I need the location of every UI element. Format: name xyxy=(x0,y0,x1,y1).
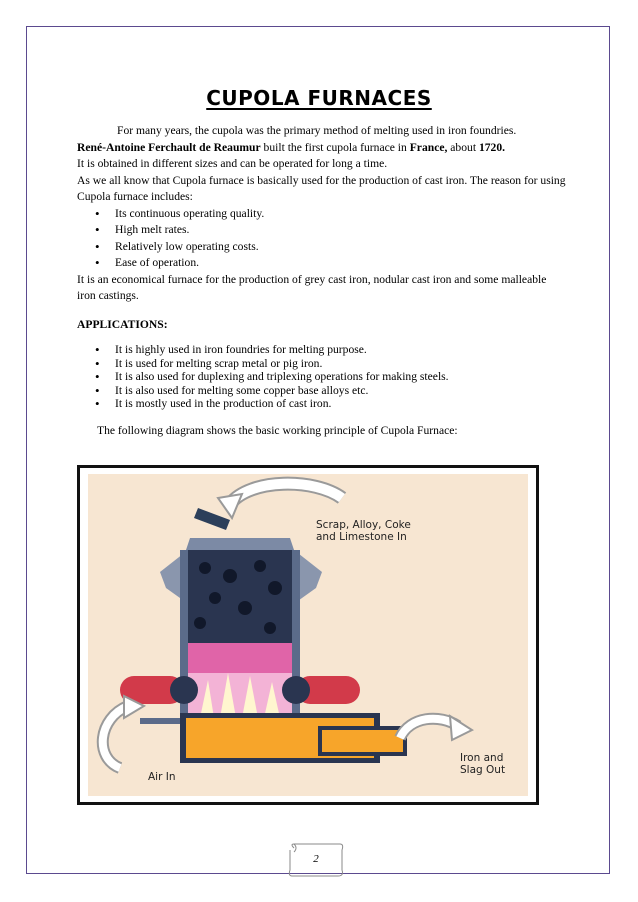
label-charge-1: Scrap, Alloy, Coke xyxy=(316,519,411,531)
support-left xyxy=(140,718,180,724)
inventor-name: René-Antoine Ferchault de Reaumur xyxy=(77,140,261,154)
cupola-diagram xyxy=(77,465,539,805)
shaft-wall-right xyxy=(292,550,300,740)
page-number: 2 xyxy=(313,853,319,865)
label-out-1: Iron and xyxy=(460,752,504,764)
page-title: CUPOLA FURNACES xyxy=(206,86,432,110)
sizes-paragraph: It is obtained in different sizes and can be operated for long a time. xyxy=(77,157,388,170)
list-item: • It is highly used in iron foundries for melting purpose. xyxy=(115,343,567,357)
list-item: • Relatively low operating costs. xyxy=(115,239,567,256)
hopper-top xyxy=(186,538,294,550)
page-footer xyxy=(286,842,346,878)
intro-paragraph: For many years, the cupola was the primary method of melting used in iron foundries. xyxy=(117,124,517,137)
list-item: • It is mostly used in the production of cast iron. xyxy=(115,397,567,411)
list-item: • Its continuous operating quality. xyxy=(115,206,567,223)
document-body xyxy=(77,123,567,439)
reasons-list xyxy=(77,206,567,272)
list-item: • It is also used for duplexing and triplexing operations for making steels. xyxy=(115,370,567,384)
tuyere-left xyxy=(170,676,198,704)
list-item: • It is also used for melting some copper base alloys etc. xyxy=(115,384,567,398)
list-item: • It is used for melting scrap metal or pig iron. xyxy=(115,357,567,371)
melting-zone xyxy=(188,643,292,673)
shaft-wall-left xyxy=(180,550,188,740)
usage-paragraph: As we all know that Cupola furnace is basically used for the production of cast iron. The reason for using Cupola furnace includes: xyxy=(77,173,566,203)
country-name: France, xyxy=(409,140,448,154)
history-about: about xyxy=(447,140,479,154)
cupola-diagram-svg xyxy=(80,468,536,802)
history-year: 1720. xyxy=(478,140,506,154)
diagram-intro: The following diagram shows the basic working principle of Cupola Furnace: xyxy=(97,423,458,437)
tuyere-right xyxy=(282,676,310,704)
list-item: • High melt rates. xyxy=(115,222,567,239)
list-item: • Ease of operation. xyxy=(115,255,567,272)
history-text: built the first cupola furnace in xyxy=(260,140,410,154)
label-charge-2: and Limestone In xyxy=(316,531,407,543)
applications-list xyxy=(77,343,567,411)
label-out-2: Slag Out xyxy=(460,764,506,776)
history-paragraph xyxy=(77,140,567,157)
applications-heading: APPLICATIONS: xyxy=(77,317,168,331)
label-air-in: Air In xyxy=(148,771,176,783)
tap-spout xyxy=(320,728,405,754)
economical-paragraph: It is an economical furnace for the production of grey cast iron, nodular cast iron and some malleable iron castings. xyxy=(77,272,547,302)
